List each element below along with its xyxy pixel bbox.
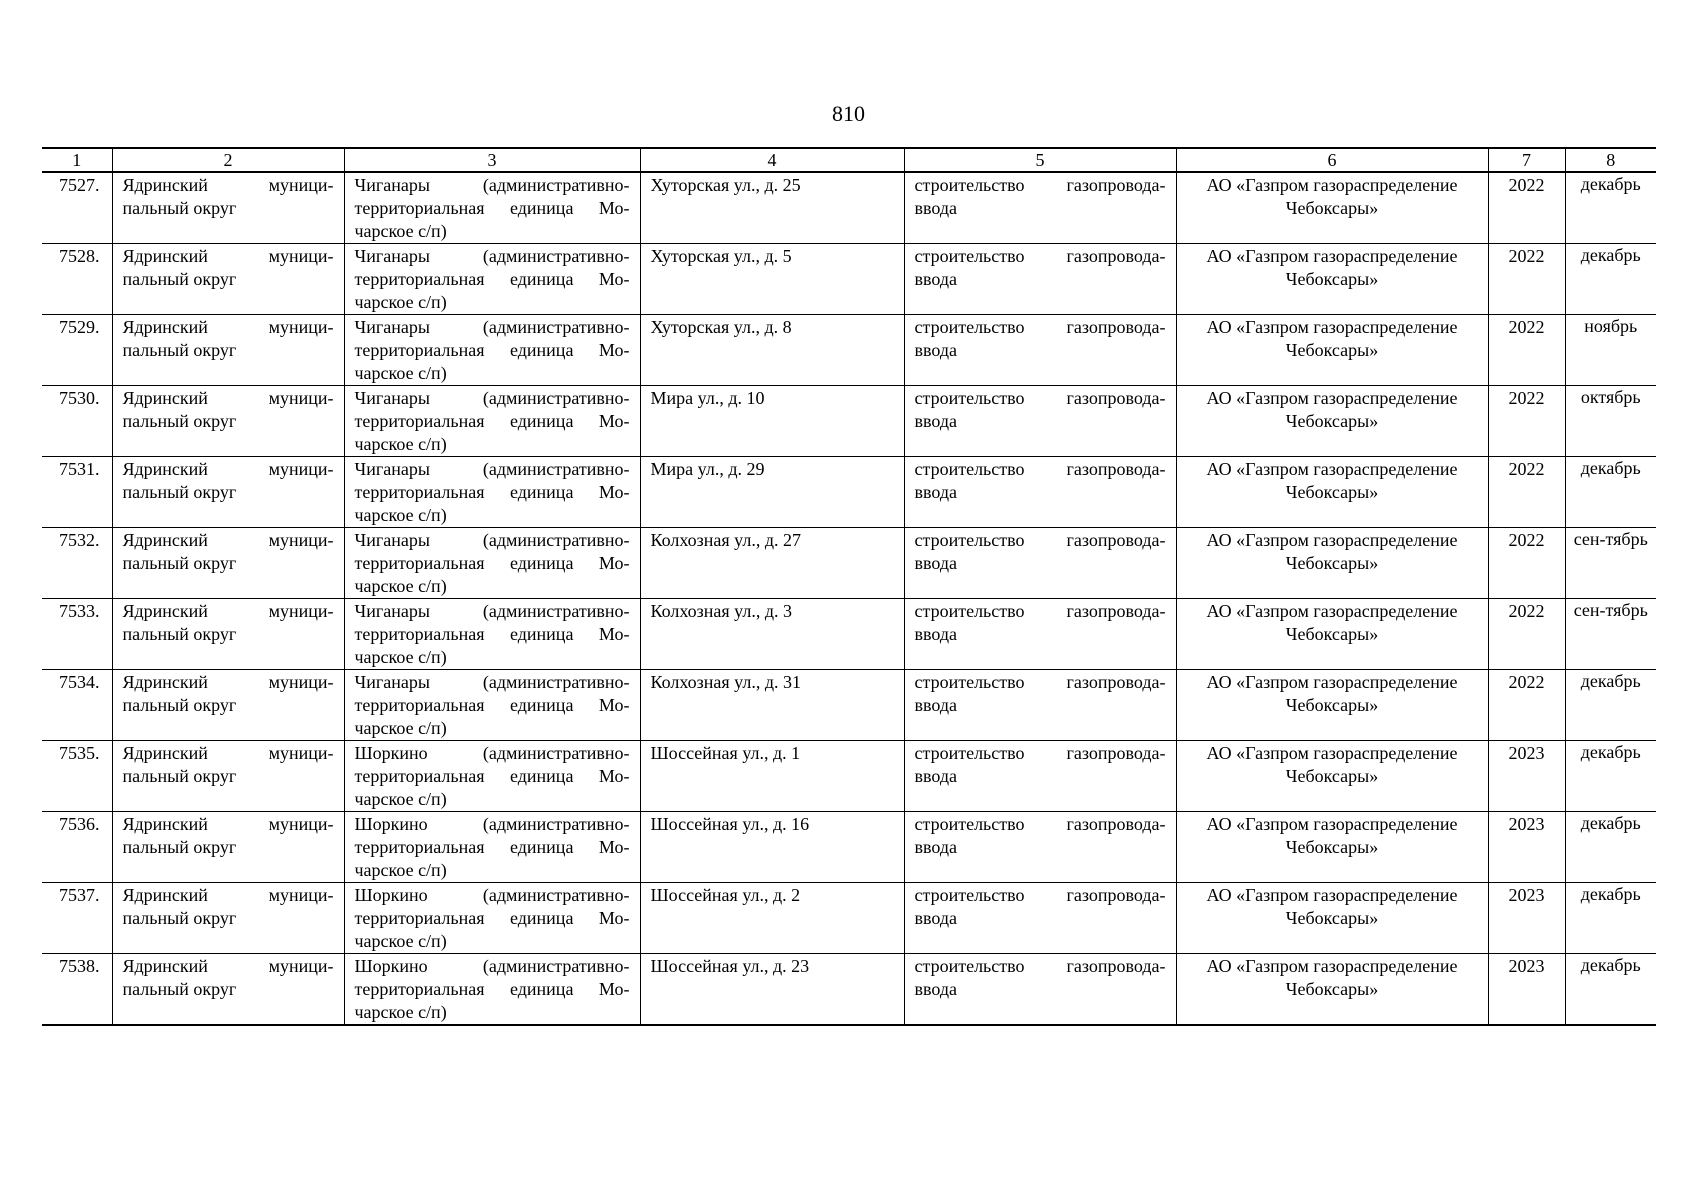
row-number: 7532.: [42, 528, 112, 599]
month-cell: декабрь: [1565, 741, 1656, 812]
district-cell: Ядринский муници-пальный округ: [112, 528, 344, 599]
row-number: 7534.: [42, 670, 112, 741]
row-number: 7536.: [42, 812, 112, 883]
year-cell: 2022: [1488, 457, 1565, 528]
settlement-cell: Чиганары (административно-территориальная единица Мо-чарское с/п): [344, 457, 640, 528]
year-cell: 2023: [1488, 812, 1565, 883]
district-cell: Ядринский муници-пальный округ: [112, 812, 344, 883]
settlement-cell: Шоркино (административно-территориальная единица Мо-чарское с/п): [344, 883, 640, 954]
district-cell: Ядринский муници-пальный округ: [112, 386, 344, 457]
month-cell: декабрь: [1565, 812, 1656, 883]
organization-cell: АО «Газпром газораспределение Чебоксары»: [1176, 599, 1488, 670]
row-number: 7527.: [42, 172, 112, 244]
year-cell: 2022: [1488, 244, 1565, 315]
row-number: 7528.: [42, 244, 112, 315]
settlement-cell: Чиганары (административно-территориальная единица Мо-чарское с/п): [344, 386, 640, 457]
row-number: 7535.: [42, 741, 112, 812]
settlement-cell: Чиганары (административно-территориальная единица Мо-чарское с/п): [344, 670, 640, 741]
row-number: 7533.: [42, 599, 112, 670]
year-cell: 2023: [1488, 741, 1565, 812]
district-cell: Ядринский муници-пальный округ: [112, 315, 344, 386]
column-header: 3: [344, 148, 640, 172]
table-row: [42, 812, 1656, 883]
address-cell: Хуторская ул., д. 25: [640, 172, 904, 244]
address-cell: Шоссейная ул., д. 2: [640, 883, 904, 954]
settlement-cell: Чиганары (административно-территориальная единица Мо-чарское с/п): [344, 599, 640, 670]
month-cell: декабрь: [1565, 954, 1656, 1026]
table-row: [42, 457, 1656, 528]
district-cell: Ядринский муници-пальный округ: [112, 172, 344, 244]
district-cell: Ядринский муници-пальный округ: [112, 244, 344, 315]
settlement-cell: Чиганары (административно-территориальная единица Мо-чарское с/п): [344, 244, 640, 315]
work-cell: строительство газопровода-ввода: [904, 599, 1176, 670]
settlement-cell: Шоркино (административно-территориальная единица Мо-чарское с/п): [344, 741, 640, 812]
gasification-table: [42, 147, 1656, 1026]
row-number: 7529.: [42, 315, 112, 386]
table-row: [42, 244, 1656, 315]
column-header: 8: [1565, 148, 1656, 172]
table-row: [42, 528, 1656, 599]
settlement-cell: Чиганары (административно-территориальная единица Мо-чарское с/п): [344, 172, 640, 244]
settlement-cell: Чиганары (административно-территориальная единица Мо-чарское с/п): [344, 528, 640, 599]
settlement-cell: Шоркино (административно-территориальная единица Мо-чарское с/п): [344, 812, 640, 883]
year-cell: 2022: [1488, 670, 1565, 741]
row-number: 7538.: [42, 954, 112, 1026]
month-cell: декабрь: [1565, 244, 1656, 315]
year-cell: 2022: [1488, 386, 1565, 457]
address-cell: Колхозная ул., д. 27: [640, 528, 904, 599]
month-cell: ноябрь: [1565, 315, 1656, 386]
work-cell: строительство газопровода-ввода: [904, 457, 1176, 528]
organization-cell: АО «Газпром газораспределение Чебоксары»: [1176, 883, 1488, 954]
address-cell: Шоссейная ул., д. 16: [640, 812, 904, 883]
organization-cell: АО «Газпром газораспределение Чебоксары»: [1176, 812, 1488, 883]
work-cell: строительство газопровода-ввода: [904, 954, 1176, 1026]
header-row: [42, 148, 1656, 172]
address-cell: Мира ул., д. 10: [640, 386, 904, 457]
table-row: [42, 741, 1656, 812]
work-cell: строительство газопровода-ввода: [904, 670, 1176, 741]
month-cell: декабрь: [1565, 457, 1656, 528]
page-number: 810: [832, 101, 865, 126]
year-cell: 2023: [1488, 954, 1565, 1026]
table-row: [42, 599, 1656, 670]
work-cell: строительство газопровода-ввода: [904, 244, 1176, 315]
table-row: [42, 954, 1656, 1026]
organization-cell: АО «Газпром газораспределение Чебоксары»: [1176, 670, 1488, 741]
address-cell: Колхозная ул., д. 3: [640, 599, 904, 670]
row-number: 7530.: [42, 386, 112, 457]
work-cell: строительство газопровода-ввода: [904, 172, 1176, 244]
table-row: [42, 386, 1656, 457]
address-cell: Шоссейная ул., д. 1: [640, 741, 904, 812]
organization-cell: АО «Газпром газораспределение Чебоксары»: [1176, 741, 1488, 812]
year-cell: 2023: [1488, 883, 1565, 954]
work-cell: строительство газопровода-ввода: [904, 386, 1176, 457]
work-cell: строительство газопровода-ввода: [904, 315, 1176, 386]
column-header: 7: [1488, 148, 1565, 172]
district-cell: Ядринский муници-пальный округ: [112, 457, 344, 528]
address-cell: Шоссейная ул., д. 23: [640, 954, 904, 1026]
column-header: 4: [640, 148, 904, 172]
row-number: 7537.: [42, 883, 112, 954]
organization-cell: АО «Газпром газораспределение Чебоксары»: [1176, 386, 1488, 457]
work-cell: строительство газопровода-ввода: [904, 883, 1176, 954]
column-header: 1: [42, 148, 112, 172]
work-cell: строительство газопровода-ввода: [904, 812, 1176, 883]
organization-cell: АО «Газпром газораспределение Чебоксары»: [1176, 954, 1488, 1026]
district-cell: Ядринский муници-пальный округ: [112, 883, 344, 954]
month-cell: декабрь: [1565, 670, 1656, 741]
year-cell: 2022: [1488, 528, 1565, 599]
organization-cell: АО «Газпром газораспределение Чебоксары»: [1176, 315, 1488, 386]
column-header: 6: [1176, 148, 1488, 172]
address-cell: Колхозная ул., д. 31: [640, 670, 904, 741]
column-header: 2: [112, 148, 344, 172]
address-cell: Хуторская ул., д. 5: [640, 244, 904, 315]
organization-cell: АО «Газпром газораспределение Чебоксары»: [1176, 172, 1488, 244]
organization-cell: АО «Газпром газораспределение Чебоксары»: [1176, 244, 1488, 315]
table-row: [42, 670, 1656, 741]
district-cell: Ядринский муници-пальный округ: [112, 670, 344, 741]
settlement-cell: Чиганары (административно-территориальная единица Мо-чарское с/п): [344, 315, 640, 386]
district-cell: Ядринский муници-пальный округ: [112, 599, 344, 670]
year-cell: 2022: [1488, 315, 1565, 386]
table-body: [42, 172, 1656, 1025]
work-cell: строительство газопровода-ввода: [904, 528, 1176, 599]
table-row: [42, 883, 1656, 954]
month-cell: декабрь: [1565, 883, 1656, 954]
table-row: [42, 172, 1656, 244]
organization-cell: АО «Газпром газораспределение Чебоксары»: [1176, 528, 1488, 599]
settlement-cell: Шоркино (административно-территориальная единица Мо-чарское с/п): [344, 954, 640, 1026]
column-header: 5: [904, 148, 1176, 172]
month-cell: октябрь: [1565, 386, 1656, 457]
table-row: [42, 315, 1656, 386]
month-cell: декабрь: [1565, 172, 1656, 244]
row-number: 7531.: [42, 457, 112, 528]
year-cell: 2022: [1488, 599, 1565, 670]
address-cell: Мира ул., д. 29: [640, 457, 904, 528]
work-cell: строительство газопровода-ввода: [904, 741, 1176, 812]
district-cell: Ядринский муници-пальный округ: [112, 954, 344, 1026]
organization-cell: АО «Газпром газораспределение Чебоксары»: [1176, 457, 1488, 528]
month-cell: сен-тябрь: [1565, 599, 1656, 670]
address-cell: Хуторская ул., д. 8: [640, 315, 904, 386]
month-cell: сен-тябрь: [1565, 528, 1656, 599]
table-header: [42, 148, 1656, 172]
year-cell: 2022: [1488, 172, 1565, 244]
district-cell: Ядринский муници-пальный округ: [112, 741, 344, 812]
